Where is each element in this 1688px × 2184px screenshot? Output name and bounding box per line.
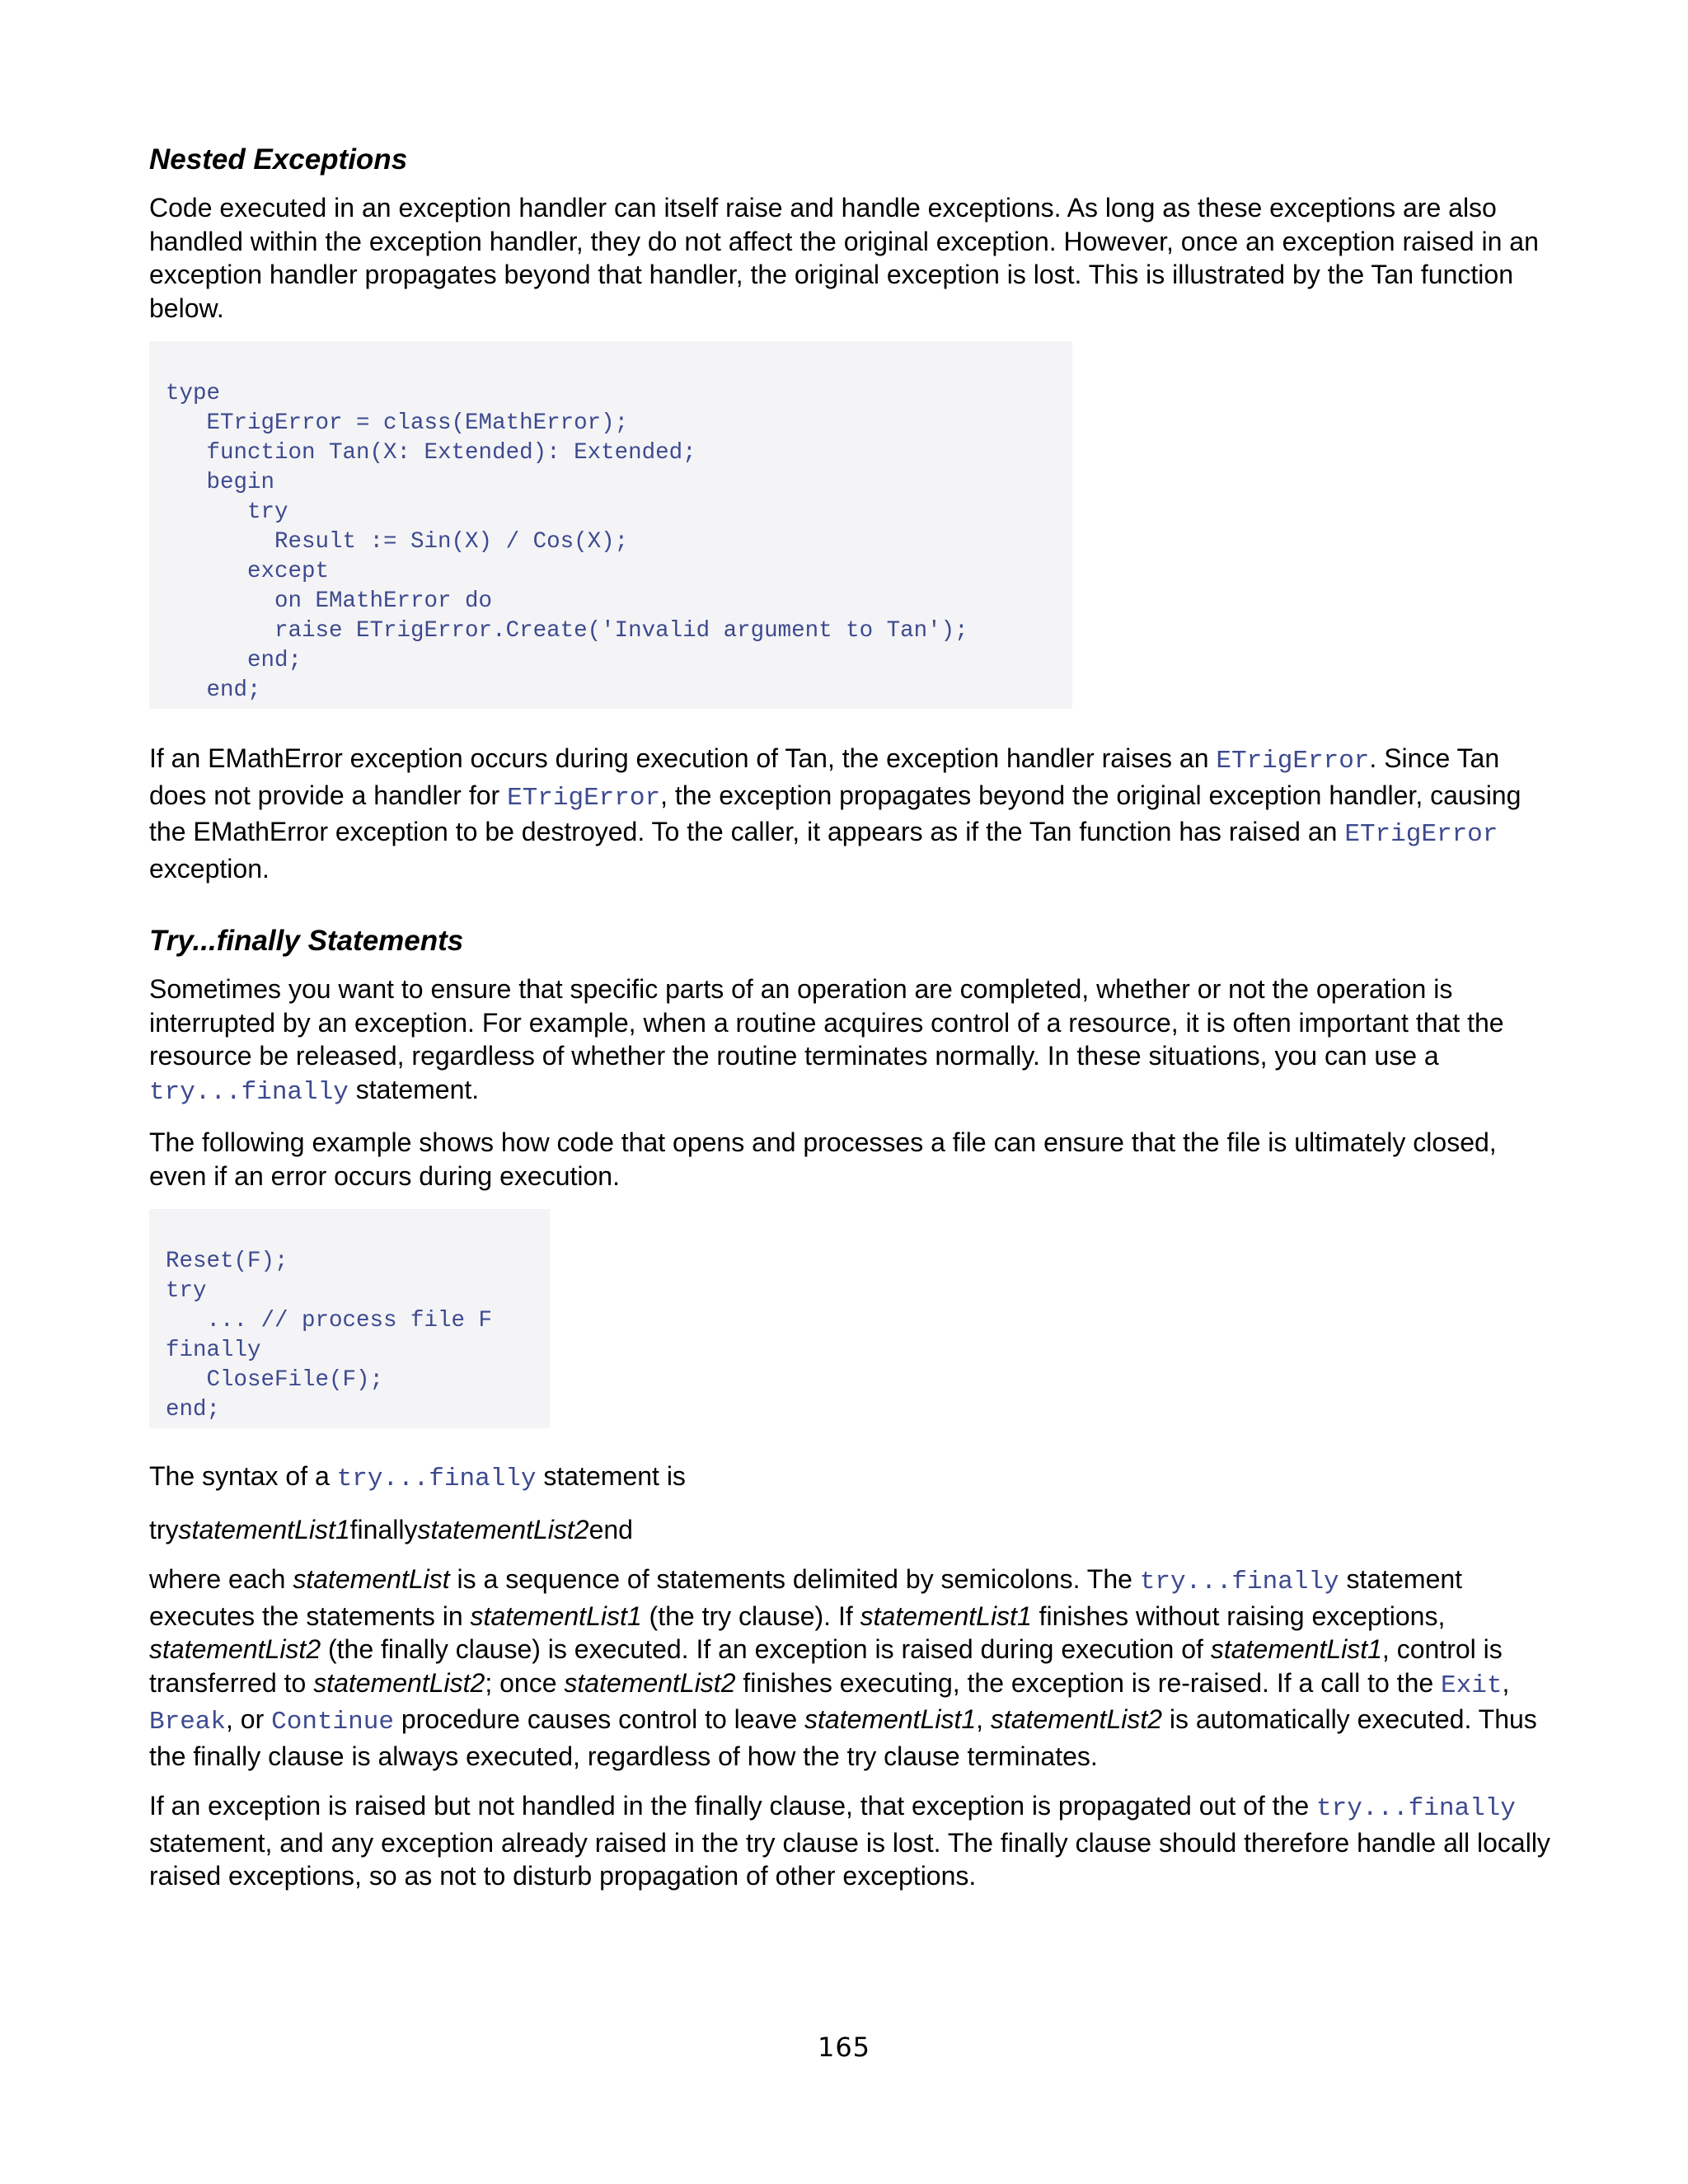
text-run: exception. [149, 853, 270, 883]
paragraph-syntax-intro [149, 1460, 1550, 1497]
inline-code-try-finally: try...finally [336, 1465, 537, 1493]
text-run: finishes without raising exceptions, [1031, 1601, 1446, 1631]
syntax-keyword-try: try [149, 1514, 179, 1544]
text-run: , the exception propagates beyond the original exception handler, causing the EMathError exception to be destroyed. To the caller, it appears as if the Tan function has raised an [149, 780, 1522, 846]
inline-code-break: Break [149, 1708, 227, 1736]
text-run: . Since Tan does not provide a handler for [149, 743, 1500, 810]
section-heading-try-finally: Try...finally Statements [149, 925, 464, 957]
text-run: The syntax of a [149, 1461, 337, 1491]
text-run: , [1502, 1667, 1510, 1698]
text-run: ; once [485, 1667, 565, 1698]
syntax-statementlist2: statementList2 [417, 1514, 589, 1544]
inline-code-etrigerror: ETrigError [1344, 820, 1498, 849]
paragraph-etrigerror-explanation [149, 742, 1550, 885]
section-heading-nested-exceptions: Nested Exceptions [149, 143, 408, 176]
inline-code-try-finally: try...finally [149, 1077, 349, 1107]
text-run: procedure causes control to leave [393, 1704, 805, 1734]
italic-term: statementList1 [1210, 1634, 1382, 1664]
paragraph-nested-intro: Code executed in an exception handler can itself raise and handle exceptions. As long as these exceptions are also handled within the exception handler, they do not affect the original exception. However, once an exception raised in an exception handler propagates beyond that handler, the original exception is lost. This is illustrated by the Tan function below. [149, 193, 1539, 323]
italic-term: statementList2 [990, 1704, 1163, 1734]
code-block-file-example: Reset(F); try ... // process file F finally CloseFile(F); end; [149, 1209, 550, 1428]
italic-term: statementList1 [860, 1601, 1032, 1631]
syntax-statementlist1: statementList1 [178, 1514, 350, 1544]
inline-code-etrigerror: ETrigError [1216, 747, 1370, 776]
italic-term: statementList1 [804, 1704, 977, 1734]
text-run: If an EMathError exception occurs during execution of Tan, the exception handler raises an [149, 743, 1217, 773]
inline-code-continue: Continue [271, 1708, 394, 1736]
code-block-tan-function: type ETrigError = class(EMathError); function Tan(X: Extended): Extended; begin try Result := Sin(X) / Cos(X); except on EMathError do raise ETrigError.Create('Invalid argument to Tan'); end; end; [149, 341, 1072, 709]
text-run: finishes executing, the exception is re-raised. If a call to the [735, 1667, 1442, 1698]
inline-code-exit: Exit [1441, 1671, 1503, 1700]
italic-term: statementList [293, 1564, 450, 1594]
text-run: (the try clause). If [641, 1601, 860, 1631]
inline-code-try-finally: try...finally [1316, 1794, 1516, 1823]
text-run: , control is transferred to [149, 1634, 1503, 1698]
text-run: statement. [348, 1074, 480, 1104]
document-page [149, 142, 1550, 1910]
page-number: 165 [817, 2032, 871, 2063]
italic-term: statementList2 [149, 1634, 321, 1664]
italic-term: statementList2 [564, 1667, 736, 1698]
text-run: statement executes the statements in [149, 1564, 1463, 1631]
syntax-keyword-finally: finally [349, 1514, 418, 1544]
text-run: statement, and any exception already raised in the try clause is lost. The finally clause should therefore handle all locally raised exceptions, so as not to disturb propagation of other exceptions. [149, 1827, 1550, 1891]
inline-code-try-finally: try...finally [1139, 1568, 1339, 1596]
syntax-keyword-end: end [588, 1514, 633, 1544]
text-run: where each [149, 1564, 293, 1594]
paragraph-file-example-intro: The following example shows how code that opens and processes a file can ensure that the file is ultimately closed, even if an error occurs during execution. [149, 1127, 1497, 1191]
paragraph-finally-exceptions [149, 1789, 1550, 1893]
text-run: is a sequence of statements delimited by semicolons. The [449, 1564, 1140, 1594]
text-run: If an exception is raised but not handled in the finally clause, that exception is propagated out of the [149, 1791, 1317, 1821]
text-run: Sometimes you want to ensure that specific parts of an operation are completed, whether or not the operation is interrupted by an exception. For example, when a routine acquires control of a resource, it is often important that the resource be released, regardless of whether the routine terminates normally. In these situations, you can use a [149, 974, 1504, 1071]
italic-term: statementList1 [470, 1601, 642, 1631]
italic-term: statementList2 [313, 1667, 485, 1698]
text-run: , or [226, 1704, 272, 1734]
syntax-line [149, 1513, 1550, 1547]
paragraph-try-finally-intro [149, 972, 1550, 1109]
text-run: statement is [536, 1461, 686, 1491]
inline-code-etrigerror: ETrigError [507, 783, 661, 813]
text-run: , [976, 1704, 991, 1734]
text-run: is automatically executed. Thus the finally clause is always executed, regardless of how the try clause terminates. [149, 1704, 1537, 1771]
text-run: (the finally clause) is executed. If an exception is raised during execution of [321, 1634, 1211, 1664]
paragraph-try-finally-semantics [149, 1563, 1550, 1773]
